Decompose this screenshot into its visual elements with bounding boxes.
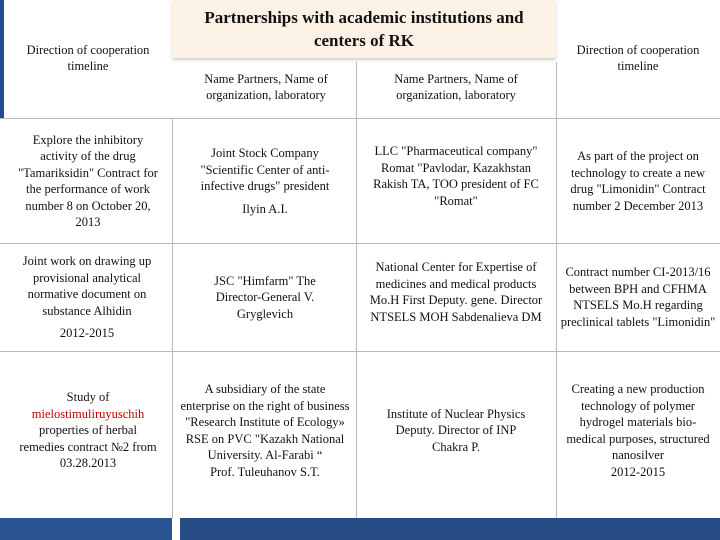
grid-line-v3 (556, 62, 557, 518)
header-partners-1-text: Name Partners, Name of organization, laboratory (204, 72, 328, 102)
grid-line-h1 (0, 118, 720, 119)
left-accent-bar (0, 0, 4, 118)
row1-partner-text: Joint Stock Company "Scientific Center of anti-infective drugs" president (200, 146, 330, 193)
row3-partner-person: Prof. Tuleuhanov S.T. (210, 464, 320, 479)
row3-direction-prefix: Study of (66, 390, 110, 405)
table-cell (558, 120, 718, 242)
footer-segment-left (0, 518, 172, 540)
row3-partner2-text: Institute of Nuclear Physics Deputy. Director of INP Chakra P. (386, 406, 526, 454)
header-direction-right-text: Direction of cooperation timeline (576, 43, 700, 73)
row1-direction-text: Explore the inhibitory activity of the drug "Tamariksidin" Contract for the performance of work number 8 on October 20, 2013 (18, 132, 158, 229)
row3-direction-highlight: mielostimuliruyuschih (31, 406, 145, 421)
row3-direction-right-text: Creating a new production technology of polymer hydrogel materials bio-medical purposes, structured nanosilver (566, 382, 710, 462)
header-direction-left-text: Direction of cooperation timeline (26, 43, 150, 73)
row2-direction-right-text: Contract number CI-2013/16 between BPH and CFHMA NTSELS Mo.H regarding preclinical tablets "Limonidin" (560, 265, 716, 329)
row1-partner-person: Ilyin A.I. (242, 201, 288, 216)
table-cell (358, 245, 554, 339)
row3-direction-suffix: properties of herbal remedies contract №2 from 03.28.2013 (19, 423, 157, 471)
grid-line-h3 (0, 351, 720, 352)
grid-line-v2 (356, 62, 357, 518)
table-cell (6, 120, 170, 242)
row2-direction-years: 2012-2015 (59, 326, 115, 341)
page-title (172, 0, 556, 58)
header-partners-2-text: Name Partners, Name of organization, laboratory (394, 72, 518, 102)
header-direction-left (8, 30, 168, 86)
footer-segment-right (180, 518, 720, 540)
row3-direction-right-years: 2012-2015 (610, 464, 666, 479)
grid-line-h2 (0, 243, 720, 244)
table-cell (176, 245, 354, 350)
table-cell (176, 353, 354, 508)
table-cell (558, 353, 718, 508)
table-cell (358, 353, 554, 508)
table-cell (176, 120, 354, 242)
header-partners-2 (362, 62, 550, 112)
footer-gap (172, 518, 180, 540)
row2-partner-text: JSC "Himfarm" The Director-General V. Gryglevich (214, 273, 316, 321)
header-partners-1 (180, 62, 352, 112)
row2-partner2-text: National Center for Expertise of medicines and medical products Mo.H First Deputy. gene. Director NTSELS MOH Sabdenalieva DM (369, 260, 543, 324)
grid-line-v1 (172, 118, 173, 518)
table-cell (6, 353, 170, 508)
row2-direction-text: Joint work on drawing up provisional analytical normative document on substance Alhidin (22, 254, 152, 318)
table-cell (4, 245, 170, 350)
row1-partner2-text: LLC "Pharmaceutical company" Romat "Pavlodar, Kazakhstan Rakish TA, TOO president of FC "Romat" (373, 144, 539, 208)
row3-partner-text: A subsidiary of the state enterprise on the right of business "Research Institute of Ecology» RSE on PVC "Kazakh National University. Al-Farabi “ (180, 382, 350, 462)
row1-direction-right-text: As part of the project on technology to create a new drug "Limonidin" Contract number 2 December 2013 (570, 149, 706, 213)
table-cell (558, 245, 718, 349)
page-title-text: Partnerships with academic institutions and centers of RK (204, 8, 524, 50)
header-direction-right (558, 30, 718, 86)
footer-bar (0, 518, 720, 540)
table-cell (358, 120, 554, 232)
